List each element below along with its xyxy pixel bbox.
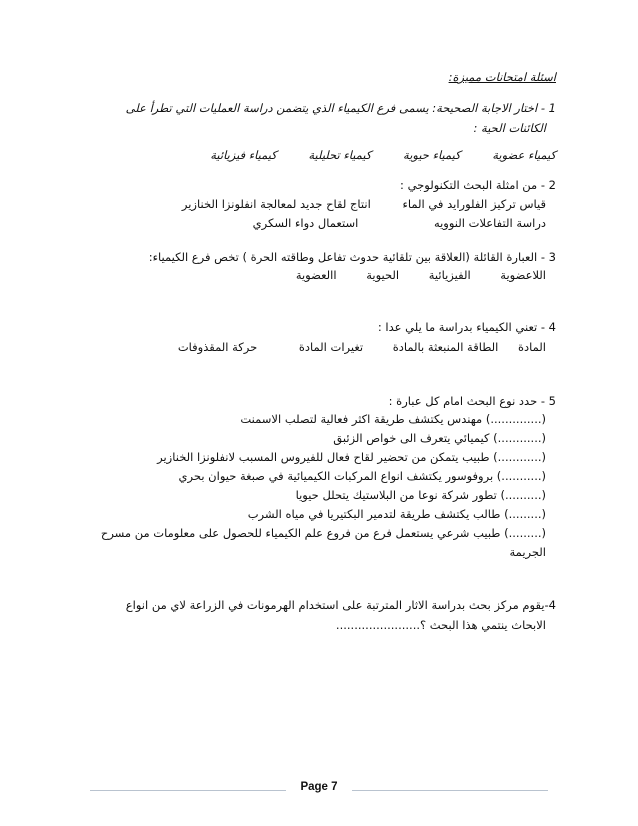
list-item: (............) طبيب يتمكن من تحضير لقاح فعال للفيروس المسبب لانفلونزا الخنازير <box>157 450 546 464</box>
option: حركة المقذوفات <box>177 340 258 354</box>
option: المادة <box>518 340 546 354</box>
list-item: (.........) طبيب شرعي يستعمل فرع من فروع علم الكيمياء للحصول على معلومات من مسرح <box>100 526 546 540</box>
page-title: اسئلة امتحانات مميزة: <box>448 70 556 84</box>
question-3-options <box>296 268 546 282</box>
option: انتاج لقاح جديد لمعالجة انفلونزا الخنازير <box>181 197 371 211</box>
question-6-text-cont: الابحاث ينتمي هذا البحث ؟....................... <box>335 618 546 632</box>
list-item: (.........) طالب يكتشف طريقة لتدمير البكتيريا في مياه الشرب <box>247 507 546 521</box>
list-item: (..............) مهندس يكتشف طريقة اكثر فعالية لتصلب الاسمنت <box>240 412 546 426</box>
option: تغيرات المادة <box>298 340 364 354</box>
option: كيمياء عضوية <box>492 148 556 162</box>
question-1-text-cont: الكائنات الحية : <box>473 121 546 135</box>
option: اللاعضوية <box>500 268 546 282</box>
question-4-text: 4 - تعني الكيمياء بدراسة ما يلي عدا : <box>377 320 556 334</box>
list-item: (............) كيميائي يتعرف الى خواص الزئبق <box>333 431 546 445</box>
question-2-row-2 <box>253 216 546 230</box>
option: الحيوية <box>366 268 400 282</box>
option: االعضوية <box>295 268 337 282</box>
option: قياس تركيز الفلورايد في الماء <box>402 197 546 211</box>
page-number: Page 7 <box>300 781 338 793</box>
list-item: (...........) بروفوسور يكتشف انواع المركبات الكيميائية في صبغة حيوان بحري <box>178 469 546 483</box>
option: الطاقة المنبعثة بالمادة <box>392 340 499 354</box>
option: كيمياء حيوية <box>403 148 461 162</box>
option: كيمياء فيزيائية <box>210 148 277 162</box>
option: كيمياء تحليلية <box>308 148 372 162</box>
question-2-text: 2 - من امثلة البحث التكنولوجي : <box>400 178 556 192</box>
question-2-row-1 <box>182 197 546 211</box>
option: استعمال دواء السكري <box>252 216 359 230</box>
question-4-options <box>178 340 546 354</box>
question-5-text: 5 - حدد نوع البحث امام كل عبارة : <box>388 394 556 408</box>
list-item: (..........) تطور شركة نوعا من البلاستيك يتحلل حيويا <box>295 488 546 502</box>
question-6-text: 4-يقوم مركز بحث بدراسة الاثار المترتبة على استخدام الهرمونات في الزراعة لاي من انواع <box>125 598 556 612</box>
option: دراسة التفاعلات النوويه <box>433 216 546 230</box>
question-1-text: 1 - اختار الاجابة الصحيحة: يسمى فرع الكيمياء الذي يتضمن دراسة العمليات التي تطرأ على <box>125 101 556 115</box>
question-3-text: 3 - العبارة القائلة (العلاقة بين تلقائية حدوث تفاعل وطاقته الحرة ) تخص فرع الكيمياء: <box>148 250 556 264</box>
list-item-continuation: الجريمة <box>509 545 546 559</box>
question-1-options <box>210 148 556 162</box>
option: الفيزيائية <box>428 268 471 282</box>
